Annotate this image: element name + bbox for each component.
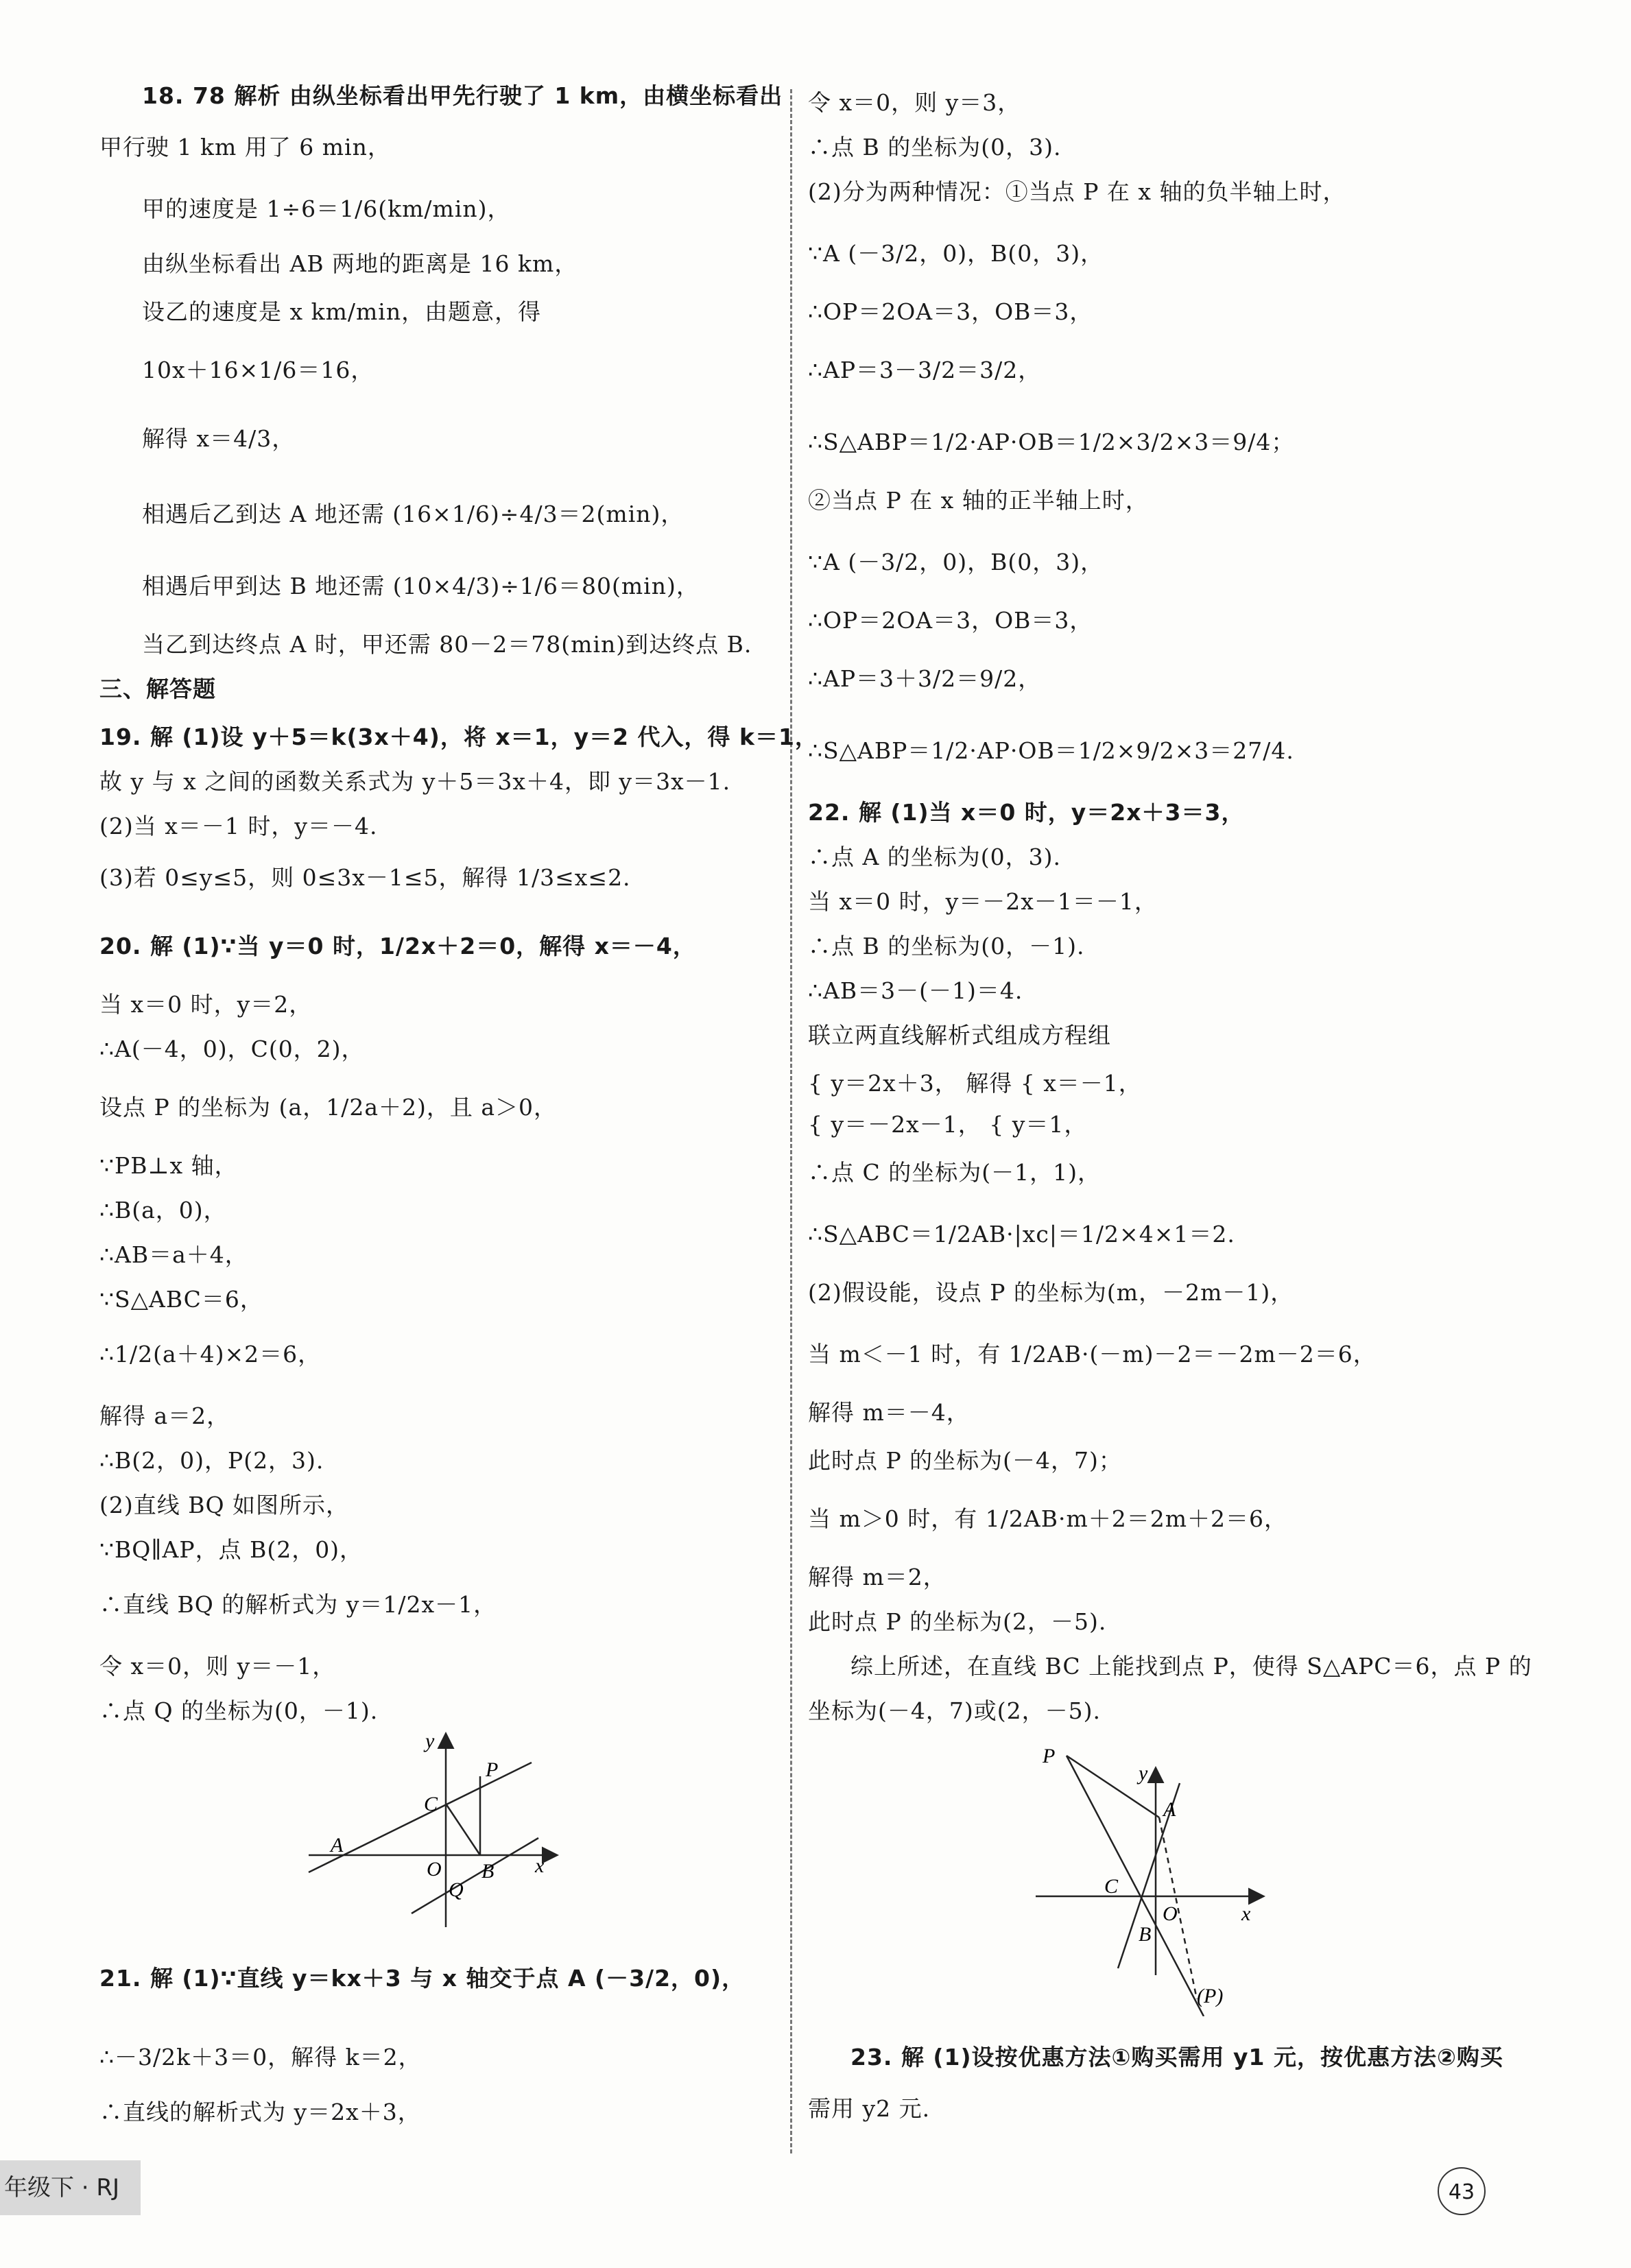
fig-label: P: [1043, 1745, 1056, 1767]
text-line: 由纵坐标看出 AB 两地的距离是 16 km，: [142, 250, 578, 277]
text-line: 设点 P 的坐标为 (a，1/2a＋2)，且 a＞0，: [99, 1094, 558, 1121]
text-line: 故 y 与 x 之间的函数关系式为 y＋5＝3x＋4，即 y＝3x－1.: [99, 768, 731, 795]
text-line: 相遇后乙到达 A 地还需 (16×1/6)÷4/3＝2(min)，: [142, 501, 684, 527]
text-line: (2)当 x＝－1 时，y＝－4.: [99, 813, 378, 839]
text-line: ∴OP＝2OA＝3，OB＝3，: [808, 607, 1093, 634]
fig-label: Q: [449, 1878, 464, 1901]
fig-label: O: [427, 1858, 442, 1881]
text-line: ∴AB＝a＋4，: [99, 1241, 248, 1268]
text-line: ∴点 C 的坐标为(－1，1)，: [808, 1159, 1101, 1186]
text-line: ∴点 A 的坐标为(0，3).: [808, 844, 1062, 870]
text-line: (2)分为两种情况：①当点 P 在 x 轴的负半轴上时，: [808, 178, 1346, 205]
text-line: 三、解答题: [99, 676, 216, 702]
text-line: 解得 m＝2，: [808, 1564, 947, 1590]
text-line: ∴OP＝2OA＝3，OB＝3，: [808, 298, 1093, 325]
column-divider: [790, 89, 792, 2153]
segment-cb: [446, 1804, 480, 1855]
fig-label: (P): [1197, 1985, 1224, 2007]
text-line: ∴AP＝3＋3/2＝9/2，: [808, 665, 1042, 692]
text-line: (3)若 0≤y≤5，则 0≤3x－1≤5，解得 1/3≤x≤2.: [99, 864, 631, 891]
figure-problem-22: [1029, 1742, 1276, 2016]
text-line: 10x＋16×1/6＝16，: [142, 357, 374, 383]
text-line: ∴点 B 的坐标为(0，3).: [808, 134, 1062, 160]
text-line: 22. 解 (1)当 x＝0 时，y＝2x＋3＝3，: [808, 799, 1245, 826]
text-line: ∴B(a，0)，: [99, 1197, 227, 1223]
fig-label: O: [1163, 1902, 1178, 1925]
text-line: ∴AB＝3－(－1)＝4.: [808, 977, 1023, 1004]
page-number: 43: [1438, 2167, 1486, 2215]
text-line: ∵A (－3/2，0)，B(0，3)，: [808, 549, 1104, 575]
text-line: 设乙的速度是 x km/min，由题意，得: [142, 298, 542, 325]
line-bc: [1067, 1756, 1204, 2016]
text-line: ∵BQ∥AP，点 B(2，0)，: [99, 1536, 364, 1563]
text-line: 解得 a＝2，: [99, 1402, 230, 1429]
text-line: 此时点 P 的坐标为(2，－5).: [808, 1608, 1107, 1635]
fig-label: A: [1163, 1798, 1176, 1821]
text-line: ∵A (－3/2，0)，B(0，3)，: [808, 240, 1104, 267]
text-line: 当 x＝0 时，y＝－2x－1＝－1，: [808, 888, 1158, 915]
text-line: ∴S△ABC＝1/2AB·|xc|＝1/2×4×1＝2.: [808, 1221, 1235, 1248]
fig-label: y: [425, 1730, 435, 1752]
text-line: ∵S△ABC＝6，: [99, 1286, 263, 1313]
text-line: 此时点 P 的坐标为(－4，7)；: [808, 1447, 1122, 1474]
text-line: (2)假设能，设点 P 的坐标为(m，－2m－1)，: [808, 1279, 1294, 1306]
text-line: ∴点 Q 的坐标为(0，－1).: [99, 1697, 379, 1724]
figure-problem-20: [302, 1728, 562, 1934]
text-line: 19. 解 (1)设 y＋5＝k(3x＋4)，将 x＝1，y＝2 代入，得 k＝1，: [99, 724, 818, 750]
text-line: 联立两直线解析式组成方程组: [808, 1022, 1111, 1049]
text-line: ∴S△ABP＝1/2·AP·OB＝1/2×3/2×3＝9/4；: [808, 429, 1295, 455]
text-line: 当 m＞0 时，有 1/2AB·m＋2＝2m＋2＝6，: [808, 1505, 1288, 1532]
text-line: 当乙到达终点 A 时，甲还需 80－2＝78(min)到达终点 B.: [142, 631, 752, 658]
text-line: ②当点 P 在 x 轴的正半轴上时，: [808, 487, 1149, 514]
fig-label: C: [424, 1793, 438, 1815]
text-line: ∴A(－4，0)，C(0，2)，: [99, 1036, 365, 1062]
text-line: ∴点 B 的坐标为(0，－1).: [808, 933, 1085, 959]
text-line: (2)直线 BQ 如图所示，: [99, 1492, 350, 1518]
text-line: 综上所述，在直线 BC 上能找到点 P，使得 S△APC＝6，点 P 的: [850, 1653, 1532, 1680]
fig-label: B: [481, 1860, 495, 1883]
text-line: 相遇后甲到达 B 地还需 (10×4/3)÷1/6＝80(min)，: [142, 573, 700, 599]
text-line: 21. 解 (1)∵直线 y＝kx＋3 与 x 轴交于点 A (－3/2，0)，: [99, 1965, 746, 1992]
fig-label: C: [1104, 1875, 1119, 1898]
text-line: 解得 m＝－4，: [808, 1399, 970, 1426]
text-line: 坐标为(－4，7)或(2，－5).: [808, 1697, 1101, 1724]
fig-label: P: [486, 1758, 499, 1781]
text-line: ∴1/2(a＋4)×2＝6，: [99, 1341, 322, 1368]
text-line: 当 m＜－1 时，有 1/2AB·(－m)－2＝－2m－2＝6，: [808, 1341, 1377, 1368]
fig-label: x: [535, 1854, 545, 1877]
text-line: 令 x＝0，则 y＝3，: [808, 89, 1021, 116]
fig-label: y: [1139, 1762, 1148, 1784]
text-line: { y＝2x＋3， 解得 { x＝－1，: [808, 1070, 1142, 1097]
text-line: 需用 y2 元.: [808, 2095, 931, 2122]
text-line: ∵PB⊥x 轴，: [99, 1152, 238, 1179]
text-line: 解得 x＝4/3，: [142, 425, 296, 452]
text-line: 甲的速度是 1÷6＝1/6(km/min)，: [142, 195, 511, 222]
fig-label: B: [1139, 1923, 1152, 1946]
fig-label: A: [331, 1834, 344, 1857]
footer-grade-label: 年级下 · RJ: [0, 2160, 141, 2215]
text-line: 20. 解 (1)∵当 y＝0 时，1/2x＋2＝0，解得 x＝－4，: [99, 933, 696, 959]
text-line: 18. 78 解析 由纵坐标看出甲先行驶了 1 km，由横坐标看出: [142, 82, 783, 109]
text-line: ∴直线 BQ 的解析式为 y＝1/2x－1，: [99, 1591, 497, 1618]
text-line: 23. 解 (1)设按优惠方法①购买需用 y1 元，按优惠方法②购买: [850, 2044, 1503, 2070]
text-line: 当 x＝0 时，y＝2，: [99, 991, 313, 1018]
text-line: 令 x＝0，则 y＝－1，: [99, 1653, 336, 1680]
text-line: ∴直线的解析式为 y＝2x＋3，: [99, 2099, 421, 2125]
text-line: ∴S△ABP＝1/2·AP·OB＝1/2×9/2×3＝27/4.: [808, 737, 1294, 764]
text-line: 甲行驶 1 km 用了 6 min，: [99, 134, 391, 160]
text-line: { y＝－2x－1， { y＝1，: [808, 1111, 1088, 1138]
text-line: ∴AP＝3－3/2＝3/2，: [808, 357, 1042, 383]
text-line: ∴－3/2k＋3＝0，解得 k＝2，: [99, 2044, 422, 2070]
fig-label: x: [1241, 1902, 1251, 1925]
text-line: ∴B(2，0)，P(2，3).: [99, 1447, 324, 1474]
